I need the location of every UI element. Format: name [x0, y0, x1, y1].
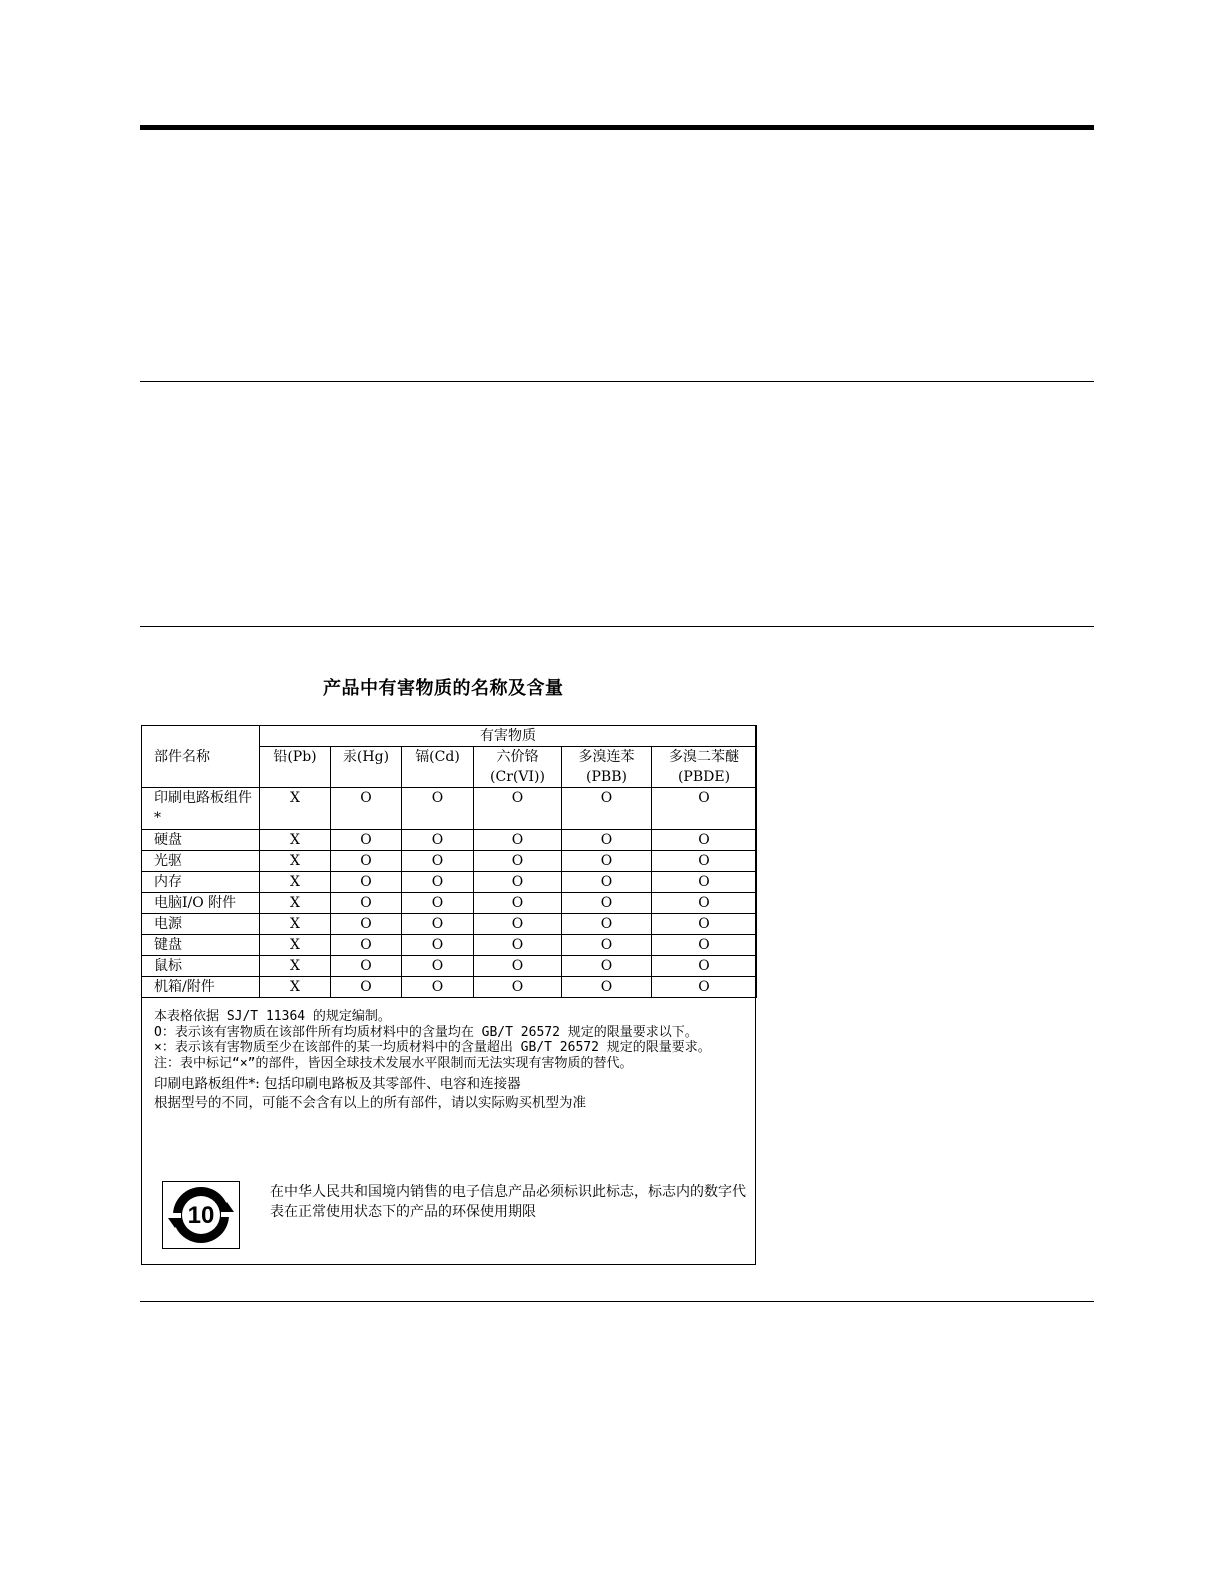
notes [154, 1009, 754, 1113]
table-cell: O [652, 956, 757, 977]
table-cell: O [562, 956, 652, 977]
table-cell: O [402, 914, 474, 935]
table-cell: O [652, 830, 757, 851]
part-name: 键盘 [142, 935, 260, 956]
table-cell: O [402, 956, 474, 977]
table-cell: O [562, 788, 652, 830]
column-header-line: 镉(Cd) [415, 749, 460, 765]
table-cell: O [402, 872, 474, 893]
note-x-legend: ×：表示该有害物质至少在该部件的某一均质材料中的含量超出 GB/T 26572 规定的限量要求。 [154, 1040, 711, 1055]
table-cell: O [652, 872, 757, 893]
table-cell: O [331, 830, 402, 851]
table-cell: O [331, 893, 402, 914]
top-rule [140, 125, 1094, 130]
table-cell: O [331, 914, 402, 935]
table-cell: O [562, 977, 652, 998]
table-cell: X [260, 830, 331, 851]
table-row [142, 956, 757, 977]
table-row [142, 935, 757, 956]
section-divider [140, 1301, 1094, 1302]
part-name: 光驱 [142, 851, 260, 872]
column-header [562, 747, 652, 788]
table-cell: O [474, 872, 562, 893]
group-header: 有害物质 [260, 726, 757, 747]
column-header [331, 747, 402, 788]
substance-box [141, 725, 756, 1265]
part-header: 部件名称 [142, 726, 260, 788]
table-cell: O [474, 935, 562, 956]
column-header [474, 747, 562, 788]
table-cell: O [402, 935, 474, 956]
note-standard: 本表格依据 SJ/T 11364 的规定编制。 [154, 1009, 391, 1024]
column-header-line: 多溴连苯 [578, 749, 635, 765]
table-cell: X [260, 788, 331, 830]
table-cell: O [652, 851, 757, 872]
table-row [142, 872, 757, 893]
table-cell: O [652, 977, 757, 998]
section-divider [140, 626, 1094, 627]
table-cell: O [402, 893, 474, 914]
epup-logo [162, 1181, 240, 1249]
note-pcb: 印刷电路板组件*: 包括印刷电路板及其零部件、电容和连接器 [154, 1076, 521, 1092]
column-header-line: 铅(Pb) [273, 749, 317, 765]
table-cell: O [331, 872, 402, 893]
table-row [142, 851, 757, 872]
table-cell: X [260, 872, 331, 893]
table-cell: O [402, 830, 474, 851]
table-cell: O [652, 893, 757, 914]
column-header [260, 747, 331, 788]
table-cell: O [562, 830, 652, 851]
table-cell: X [260, 893, 331, 914]
table-cell: O [331, 935, 402, 956]
part-name: 硬盘 [142, 830, 260, 851]
table-cell: X [260, 935, 331, 956]
table-cell: X [260, 956, 331, 977]
column-header-line: 汞(Hg) [342, 749, 390, 765]
table-cell: O [562, 893, 652, 914]
note-remark: 注：表中标记“×”的部件，皆因全球技术发展水平限制而无法实现有害物质的替代。 [154, 1055, 633, 1071]
page-title: 产品中有害物质的名称及含量 [323, 678, 564, 699]
table-cell: O [652, 935, 757, 956]
column-header-line: 多溴二苯醚 [669, 749, 739, 765]
table-cell: O [652, 914, 757, 935]
table-cell: O [331, 956, 402, 977]
epup-10-icon [163, 1182, 239, 1248]
column-header-line: (PBDE) [677, 769, 731, 785]
part-name: 电源 [142, 914, 260, 935]
table-row [142, 788, 757, 830]
table-row [142, 893, 757, 914]
table-cell: O [562, 851, 652, 872]
table-cell: O [474, 830, 562, 851]
table-cell: O [331, 788, 402, 830]
part-name: 内存 [142, 872, 260, 893]
table-cell: O [562, 872, 652, 893]
note-o-legend: O：表示该有害物质在该部件所有均质材料中的含量均在 GB/T 26572 规定的限量要求以下。 [154, 1024, 698, 1040]
column-header-line: 六价铬 [496, 749, 539, 765]
table-cell: X [260, 914, 331, 935]
table-cell: O [562, 914, 652, 935]
table-cell: O [402, 788, 474, 830]
note-model: 根据型号的不同，可能不会含有以上的所有部件，请以实际购买机型为准 [154, 1095, 586, 1111]
table-cell: O [652, 788, 757, 830]
part-name: 机箱/附件 [142, 977, 260, 998]
table-cell: O [474, 956, 562, 977]
table-cell: X [260, 977, 331, 998]
part-name: 印刷电路板组件* [142, 788, 260, 830]
logo-description: 在中华人民共和国境内销售的电子信息产品必须标识此标志，标志内的数字代表在正常使用状态下的产品的环保使用期限 [270, 1184, 746, 1220]
table-row [142, 977, 757, 998]
table-cell: O [474, 977, 562, 998]
column-header [402, 747, 474, 788]
part-name: 鼠标 [142, 956, 260, 977]
table-cell: O [474, 851, 562, 872]
column-header [652, 747, 757, 788]
table-cell: O [331, 851, 402, 872]
table-cell: O [402, 851, 474, 872]
epup-number: 10 [187, 1202, 215, 1229]
table-cell: O [331, 977, 402, 998]
table-body [142, 788, 757, 998]
table-row [142, 830, 757, 851]
table-cell: O [402, 977, 474, 998]
column-header-line: (Cr(VI)) [490, 769, 545, 785]
table-cell: O [474, 893, 562, 914]
table-cell: O [474, 788, 562, 830]
table-cell: O [474, 914, 562, 935]
table-row [142, 914, 757, 935]
section-divider [140, 381, 1094, 382]
substance-table [141, 725, 757, 998]
part-name: 电脑I/O 附件 [142, 893, 260, 914]
table-cell: O [562, 935, 652, 956]
column-header-line: (PBB) [586, 769, 627, 785]
table-cell: X [260, 851, 331, 872]
